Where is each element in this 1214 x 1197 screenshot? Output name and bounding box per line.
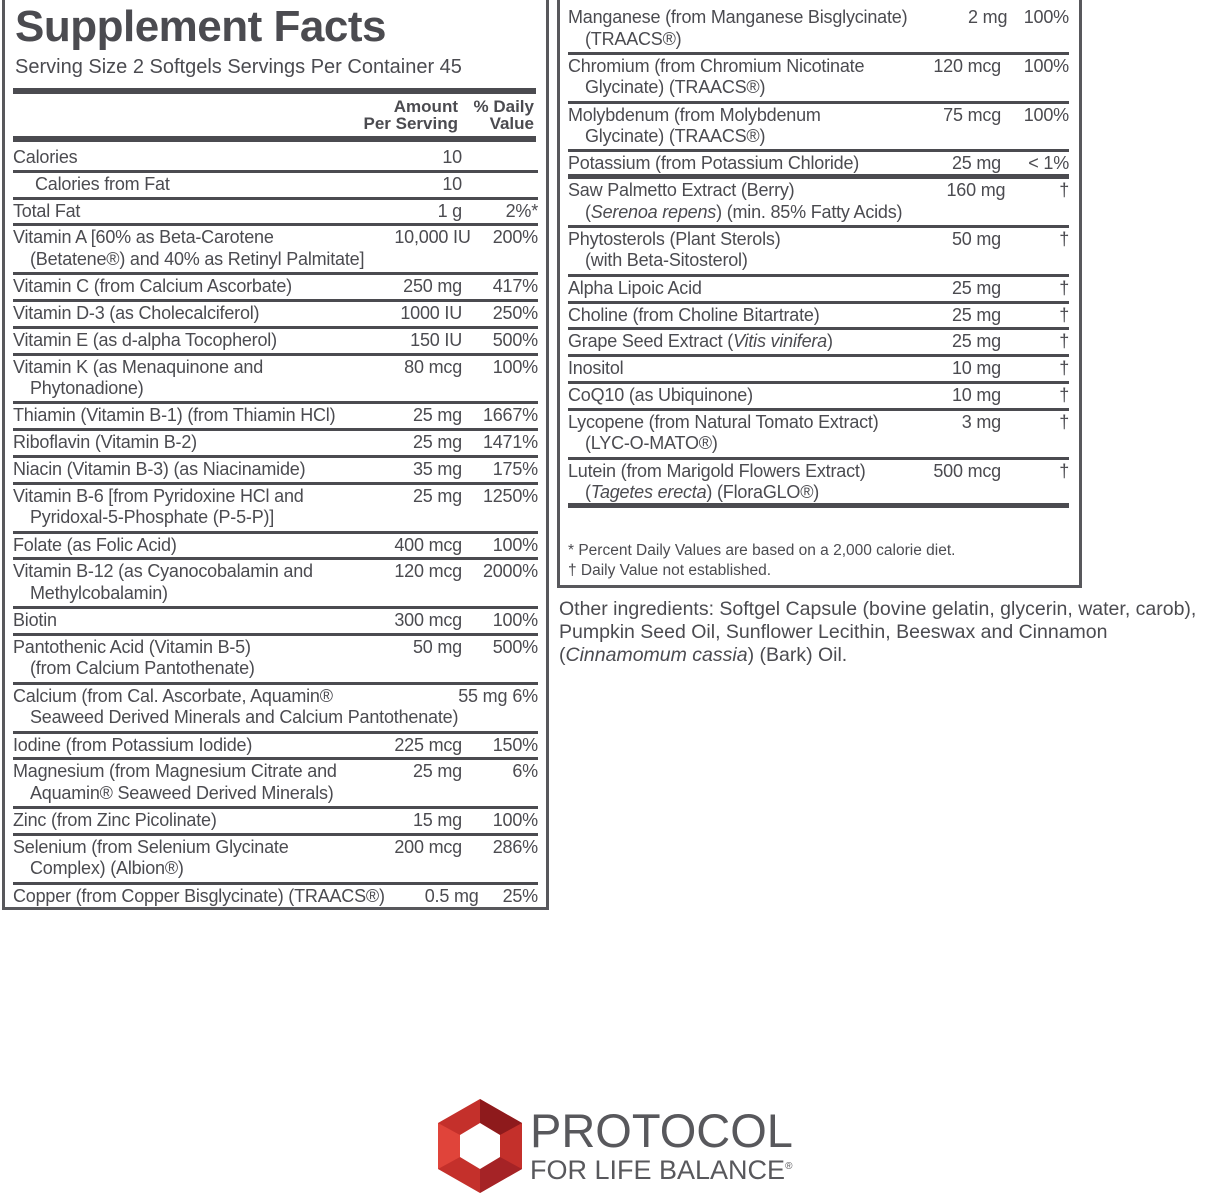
divider bbox=[13, 136, 536, 142]
nutrient-row bbox=[13, 809, 538, 836]
text-segment: Other ingredients: Softgel Capsule (bovine gelatin, glycerin, water, carob), Pumpkin Seed Oil, Sunflower Lecithin, Beeswax and Cinnamon ( bbox=[559, 598, 1197, 666]
text-segment: Copper (from Copper Bisglycinate) (TRAACS®) bbox=[13, 885, 385, 906]
amount-per-serving: 300 mcg bbox=[394, 610, 462, 631]
nutrient-name-line1 bbox=[568, 56, 864, 76]
daily-value: 2000% bbox=[482, 561, 538, 582]
text-segment: Methylcobalamin) bbox=[30, 582, 168, 603]
daily-value: 1471% bbox=[482, 432, 538, 453]
nutrient-name bbox=[568, 305, 891, 328]
text-segment: Lutein (from Marigold Flowers Extract) bbox=[568, 460, 866, 481]
nutrient-row bbox=[568, 304, 1069, 331]
text-segment: Vitamin K (as Menaquinone and bbox=[13, 356, 264, 377]
text-segment: Calories from Fat bbox=[35, 173, 170, 194]
daily-value: < 1% bbox=[1028, 153, 1069, 174]
amount-per-serving: 1000 IU bbox=[400, 302, 462, 323]
text-segment: Inositol bbox=[568, 358, 624, 379]
daily-value: 175% bbox=[492, 458, 538, 479]
daily-value: † bbox=[1059, 358, 1069, 379]
nutrient-name bbox=[13, 330, 342, 353]
nutrient-row bbox=[13, 226, 538, 275]
nutrient-name-line2 bbox=[568, 126, 891, 148]
nutrient-name-line1 bbox=[568, 278, 702, 298]
text-segment: Pyridoxal-5-Phosphate (P-5-P)] bbox=[30, 507, 275, 528]
nutrient-row bbox=[13, 302, 538, 329]
daily-value: 100% bbox=[1023, 7, 1069, 27]
nutrient-name-line1 bbox=[35, 174, 170, 194]
text-segment: (TRAACS®) bbox=[585, 28, 682, 49]
nutrient-name-line1 bbox=[13, 486, 304, 506]
amount-per-serving: 25 mg bbox=[412, 405, 462, 426]
italic-text: Serenoa repens bbox=[590, 201, 717, 222]
nutrient-row bbox=[568, 460, 1069, 509]
amount-per-serving: 25 mg bbox=[951, 277, 1001, 298]
nutrient-name-line2 bbox=[13, 858, 342, 880]
nutrient-name-line1 bbox=[13, 886, 385, 906]
nutrient-name-line1 bbox=[13, 535, 177, 555]
nutrient-name-line2 bbox=[13, 507, 342, 529]
nutrient-name bbox=[568, 229, 891, 274]
daily-value: † bbox=[1059, 277, 1069, 298]
daily-value: † bbox=[1059, 180, 1069, 201]
amount-per-serving: 25 mg bbox=[412, 432, 462, 453]
daily-value: 25% bbox=[502, 885, 538, 906]
nutrient-row bbox=[568, 104, 1069, 153]
nutrient-name-line1 bbox=[13, 735, 252, 755]
text-segment: Folate (as Folic Acid) bbox=[13, 534, 177, 555]
footnote-dv: * Percent Daily Values are based on a 2,000 calorie diet. bbox=[568, 542, 956, 559]
text-segment: Vitamin B-6 [from Pyridoxine HCl and bbox=[13, 485, 304, 506]
nutrient-name-line2 bbox=[13, 783, 342, 805]
daily-value: 6% bbox=[512, 685, 538, 706]
nutrient-name bbox=[13, 227, 364, 272]
nutrient-row bbox=[13, 173, 538, 200]
amount-per-serving: 400 mcg bbox=[394, 534, 462, 555]
text-segment: Magnesium (from Magnesium Citrate and bbox=[13, 761, 337, 782]
daily-value: 500% bbox=[492, 636, 538, 657]
nutrient-name-line1 bbox=[568, 412, 879, 432]
other-ingredients bbox=[559, 598, 1214, 667]
nutrient-name bbox=[13, 886, 385, 912]
amount-per-serving: 2 mg bbox=[968, 7, 1008, 27]
daily-value bbox=[462, 147, 538, 170]
amount-per-serving: 150 IU bbox=[410, 329, 462, 350]
nutrient-name bbox=[13, 201, 342, 224]
serving-info: Serving Size 2 Softgels Servings Per Container 45 bbox=[15, 56, 462, 78]
italic-text: Vitis vinifera bbox=[733, 331, 827, 352]
amount-per-serving: 3 mg bbox=[961, 411, 1001, 432]
text-segment: ) bbox=[826, 331, 833, 352]
nutrient-name-line2 bbox=[13, 378, 342, 400]
nutrient-name-line1 bbox=[568, 180, 794, 200]
daily-value: 100% bbox=[492, 810, 538, 831]
amount-per-serving: 25 mg bbox=[951, 153, 1001, 174]
nutrient-name-line1 bbox=[13, 330, 277, 350]
col-header-amount-line2: Per Serving bbox=[363, 114, 458, 133]
nutrient-row bbox=[568, 277, 1069, 304]
nutrient-name bbox=[13, 735, 342, 758]
nutrient-table-right bbox=[568, 6, 1069, 508]
daily-value: 500% bbox=[492, 329, 538, 350]
daily-value: 286% bbox=[492, 836, 538, 857]
nutrient-row bbox=[568, 55, 1069, 104]
nutrient-name-line1 bbox=[568, 7, 907, 27]
nutrient-name bbox=[568, 153, 891, 174]
nutrient-name-line1 bbox=[13, 761, 337, 781]
col-header-dv-line1: % Daily bbox=[473, 97, 534, 116]
nutrient-name-line2 bbox=[568, 482, 891, 504]
nutrient-row bbox=[568, 384, 1069, 411]
nutrient-name-line1 bbox=[568, 461, 866, 481]
text-segment: Lycopene (from Natural Tomato Extract) bbox=[568, 411, 879, 432]
logo-tagline-text: FOR LIFE BALANCE bbox=[530, 1155, 786, 1185]
text-segment: CoQ10 (as Ubiquinone) bbox=[568, 384, 753, 405]
nutrient-name bbox=[13, 810, 342, 833]
daily-value: 100% bbox=[1023, 55, 1069, 76]
nutrient-row bbox=[13, 885, 538, 912]
daily-value: † bbox=[1059, 304, 1069, 325]
nutrient-row bbox=[13, 836, 538, 885]
nutrient-name bbox=[13, 405, 342, 428]
text-segment: Glycinate) (TRAACS®) bbox=[585, 126, 766, 147]
nutrient-name bbox=[13, 561, 342, 606]
nutrient-name bbox=[13, 837, 342, 882]
text-segment: Calcium (from Cal. Ascorbate, Aquamin® bbox=[13, 685, 333, 706]
nutrient-row bbox=[13, 458, 538, 485]
nutrient-name-line1 bbox=[568, 153, 859, 173]
nutrient-row bbox=[568, 357, 1069, 384]
nutrient-row bbox=[13, 146, 538, 173]
nutrient-name-line2 bbox=[13, 249, 364, 271]
nutrient-row bbox=[13, 404, 538, 431]
text-segment: Aquamin® Seaweed Derived Minerals) bbox=[30, 782, 334, 803]
text-segment: Pantothenic Acid (Vitamin B-5) bbox=[13, 636, 251, 657]
nutrient-name bbox=[568, 278, 891, 301]
amount-per-serving: 120 mcg bbox=[394, 561, 462, 582]
nutrient-name bbox=[13, 303, 342, 326]
nutrient-name bbox=[568, 385, 891, 408]
nutrient-row bbox=[568, 6, 1069, 55]
nutrient-name-line1 bbox=[568, 305, 820, 325]
nutrient-name bbox=[13, 459, 342, 482]
nutrient-name-line1 bbox=[13, 810, 217, 830]
amount-per-serving: 250 mg bbox=[403, 276, 462, 297]
text-segment: Niacin (Vitamin B-3) (as Niacinamide) bbox=[13, 458, 306, 479]
text-segment: Saw Palmetto Extract (Berry) bbox=[568, 180, 795, 201]
amount-per-serving: 10 bbox=[442, 147, 462, 167]
col-header-dv bbox=[474, 98, 534, 132]
text-segment: Thiamin (Vitamin B-1) (from Thiamin HCl) bbox=[13, 405, 336, 426]
logo-tagline bbox=[530, 1155, 792, 1186]
text-segment: Phytonadione) bbox=[30, 378, 144, 399]
daily-value: 250% bbox=[492, 302, 538, 323]
nutrient-name-line2 bbox=[568, 77, 891, 99]
nutrient-name-line1 bbox=[13, 357, 263, 377]
text-segment: ) (FloraGLO®) bbox=[706, 482, 820, 503]
text-segment: (from Calcium Pantothenate) bbox=[30, 658, 255, 679]
text-segment: Iodine (from Potassium Iodide) bbox=[13, 734, 253, 755]
daily-value: † bbox=[1059, 331, 1069, 352]
nutrient-name-line2 bbox=[13, 583, 342, 605]
supplement-facts-panel-left bbox=[2, 0, 549, 910]
amount-per-serving: 25 mg bbox=[951, 331, 1001, 352]
nutrient-name bbox=[13, 637, 342, 682]
daily-value: † bbox=[1059, 411, 1069, 432]
daily-value: 100% bbox=[492, 534, 538, 555]
text-segment: Vitamin B-12 (as Cyanocobalamin and bbox=[13, 561, 313, 582]
nutrient-name-line2 bbox=[568, 29, 907, 51]
divider bbox=[13, 88, 536, 94]
nutrient-name bbox=[568, 331, 891, 354]
text-segment: ( bbox=[585, 201, 591, 222]
daily-value: 417% bbox=[492, 276, 538, 297]
text-segment: Vitamin E (as d-alpha Tocopherol) bbox=[13, 329, 277, 350]
daily-value: 200% bbox=[492, 227, 538, 248]
nutrient-row bbox=[13, 734, 538, 761]
nutrient-name bbox=[13, 686, 458, 731]
nutrient-name-line1 bbox=[13, 303, 259, 323]
amount-per-serving: 225 mcg bbox=[394, 734, 462, 755]
text-segment: Calories bbox=[13, 147, 78, 167]
nutrient-name-line1 bbox=[568, 331, 833, 351]
nutrient-table-left bbox=[13, 146, 538, 912]
text-segment: Phytosterols (Plant Sterols) bbox=[568, 228, 781, 249]
nutrient-name bbox=[568, 105, 891, 150]
nutrient-row bbox=[13, 609, 538, 636]
amount-per-serving: 200 mcg bbox=[394, 836, 462, 857]
amount-per-serving: 120 mcg bbox=[933, 55, 1001, 76]
text-segment: ) (Bark) Oil. bbox=[747, 644, 848, 666]
nutrient-name bbox=[568, 180, 902, 225]
amount-per-serving: 25 mg bbox=[412, 485, 462, 506]
nutrient-name-line1 bbox=[568, 385, 753, 405]
nutrient-name-line1 bbox=[13, 637, 251, 657]
nutrient-row bbox=[13, 200, 538, 227]
text-segment: Complex) (Albion®) bbox=[30, 858, 184, 879]
daily-value: 150% bbox=[492, 734, 538, 755]
nutrient-name bbox=[568, 56, 891, 101]
nutrient-name-line1 bbox=[13, 432, 197, 452]
daily-value bbox=[462, 174, 538, 197]
daily-value: 1250% bbox=[482, 485, 538, 506]
text-segment: Potassium (from Potassium Chloride) bbox=[568, 153, 860, 174]
text-segment: Alpha Lipoic Acid bbox=[568, 277, 702, 298]
nutrient-name bbox=[568, 358, 891, 381]
text-segment: Vitamin D-3 (as Cholecalciferol) bbox=[13, 302, 260, 323]
text-segment: Riboflavin (Vitamin B-2) bbox=[13, 432, 197, 453]
nutrient-name bbox=[568, 461, 891, 504]
nutrient-name bbox=[13, 535, 342, 558]
nutrient-row bbox=[568, 152, 1069, 179]
nutrient-name-line1 bbox=[13, 276, 292, 296]
nutrient-name-line1 bbox=[13, 610, 57, 630]
text-segment: Biotin bbox=[13, 610, 57, 631]
nutrient-name-line2 bbox=[568, 433, 891, 455]
col-header-amount bbox=[364, 98, 459, 132]
nutrient-name-line1 bbox=[13, 459, 305, 479]
nutrient-row bbox=[13, 636, 538, 685]
nutrient-name-line1 bbox=[13, 561, 313, 581]
text-segment: Chromium (from Chromium Nicotinate bbox=[568, 55, 865, 76]
nutrient-row bbox=[13, 275, 538, 302]
text-segment: ) (min. 85% Fatty Acids) bbox=[716, 201, 903, 222]
italic-text: Cinnamomum cassia bbox=[565, 644, 748, 666]
nutrient-name-line2 bbox=[568, 202, 902, 224]
nutrient-name bbox=[13, 276, 342, 299]
text-segment: Grape Seed Extract ( bbox=[568, 331, 734, 352]
amount-per-serving: 10 mg bbox=[951, 358, 1001, 379]
nutrient-name bbox=[568, 7, 907, 52]
nutrient-name-line2 bbox=[13, 707, 458, 729]
nutrient-name bbox=[13, 486, 342, 531]
nutrient-name bbox=[13, 610, 342, 633]
nutrient-name-line1 bbox=[13, 147, 77, 167]
amount-per-serving: 10,000 IU bbox=[394, 227, 471, 248]
daily-value: 100% bbox=[1023, 104, 1069, 125]
daily-value: 100% bbox=[492, 356, 538, 377]
amount-per-serving: 55 mg bbox=[458, 685, 508, 706]
text-segment: Glycinate) (TRAACS®) bbox=[585, 77, 766, 98]
amount-per-serving: 35 mg bbox=[412, 458, 462, 479]
col-header-amount-line1: Amount bbox=[393, 97, 458, 116]
nutrient-name-line1 bbox=[13, 227, 274, 247]
nutrient-row bbox=[13, 760, 538, 809]
nutrient-name-line2 bbox=[568, 250, 891, 272]
nutrient-name-line1 bbox=[568, 358, 623, 378]
text-segment: Vitamin A [60% as Beta-Carotene bbox=[13, 227, 274, 248]
nutrient-name bbox=[13, 432, 342, 455]
amount-per-serving: 25 mg bbox=[412, 761, 462, 782]
col-header-dv-line2: Value bbox=[489, 114, 534, 133]
amount-per-serving: 160 mg bbox=[946, 180, 1006, 201]
daily-value: † bbox=[1059, 228, 1069, 249]
nutrient-name bbox=[13, 147, 342, 170]
text-segment: Zinc (from Zinc Picolinate) bbox=[13, 810, 217, 831]
nutrient-name-line2 bbox=[13, 658, 342, 680]
amount-per-serving: 75 mcg bbox=[943, 104, 1001, 125]
registered-mark: ® bbox=[785, 1161, 793, 1172]
text-segment: Selenium (from Selenium Glycinate bbox=[13, 836, 289, 857]
nutrient-row bbox=[13, 485, 538, 534]
nutrient-name-line1 bbox=[13, 201, 80, 221]
nutrient-row bbox=[568, 330, 1069, 357]
daily-value: 6% bbox=[512, 761, 538, 782]
supplement-facts-panel-right bbox=[557, 0, 1082, 588]
nutrient-row bbox=[13, 431, 538, 458]
text-segment: Seaweed Derived Minerals and Calcium Pantothenate) bbox=[30, 707, 459, 728]
nutrient-name bbox=[13, 761, 342, 806]
nutrient-name bbox=[13, 357, 342, 402]
nutrient-row bbox=[568, 228, 1069, 277]
text-segment: Molybdenum (from Molybdenum bbox=[568, 104, 821, 125]
nutrient-name-line1 bbox=[13, 686, 333, 706]
text-segment: Choline (from Choline Bitartrate) bbox=[568, 304, 820, 325]
nutrient-row bbox=[13, 356, 538, 405]
text-segment: (Betatene®) and 40% as Retinyl Palmitate] bbox=[30, 248, 365, 269]
text-segment: ( bbox=[585, 482, 591, 503]
amount-per-serving: 10 bbox=[442, 173, 462, 194]
amount-per-serving: 25 mg bbox=[951, 304, 1001, 325]
daily-value: 1667% bbox=[482, 405, 538, 426]
nutrient-name-line1 bbox=[568, 105, 821, 125]
daily-value: 100% bbox=[492, 610, 538, 631]
nutrient-name bbox=[568, 412, 891, 457]
amount-per-serving: 50 mg bbox=[951, 228, 1001, 249]
amount-per-serving: 0.5 mg bbox=[424, 885, 479, 906]
nutrient-row bbox=[568, 411, 1069, 460]
amount-per-serving: 1 g bbox=[437, 200, 462, 221]
protocol-hexagon-logo-icon bbox=[436, 1097, 524, 1195]
amount-per-serving: 15 mg bbox=[412, 810, 462, 831]
text-segment: (with Beta-Sitosterol) bbox=[585, 250, 748, 271]
logo-name: PROTOCOL bbox=[530, 1104, 793, 1157]
nutrient-row bbox=[13, 560, 538, 609]
text-segment: Vitamin C (from Calcium Ascorbate) bbox=[13, 276, 292, 297]
nutrient-row bbox=[13, 329, 538, 356]
daily-value: † bbox=[1059, 460, 1069, 481]
footnote-dagger: † Daily Value not established. bbox=[568, 562, 772, 579]
italic-text: Tagetes erecta bbox=[590, 482, 707, 503]
amount-per-serving: 500 mcg bbox=[933, 460, 1001, 481]
nutrient-name-line1 bbox=[13, 837, 289, 857]
daily-value: 2%* bbox=[505, 200, 538, 221]
text-segment: (LYC-O-MATO®) bbox=[585, 433, 718, 454]
amount-per-serving: 50 mg bbox=[412, 636, 462, 657]
nutrient-row bbox=[13, 685, 538, 734]
text-segment: Manganese (from Manganese Bisglycinate) bbox=[568, 7, 908, 27]
nutrient-name-line1 bbox=[13, 405, 335, 425]
amount-per-serving: 80 mcg bbox=[404, 356, 462, 377]
panel-title: Supplement Facts bbox=[15, 2, 386, 51]
text-segment: Total Fat bbox=[13, 200, 81, 221]
nutrient-row bbox=[13, 534, 538, 561]
nutrient-name-line1 bbox=[568, 229, 780, 249]
amount-per-serving: 10 mg bbox=[951, 384, 1001, 405]
daily-value: † bbox=[1059, 384, 1069, 405]
nutrient-name bbox=[13, 174, 342, 197]
nutrient-row bbox=[568, 179, 1069, 228]
